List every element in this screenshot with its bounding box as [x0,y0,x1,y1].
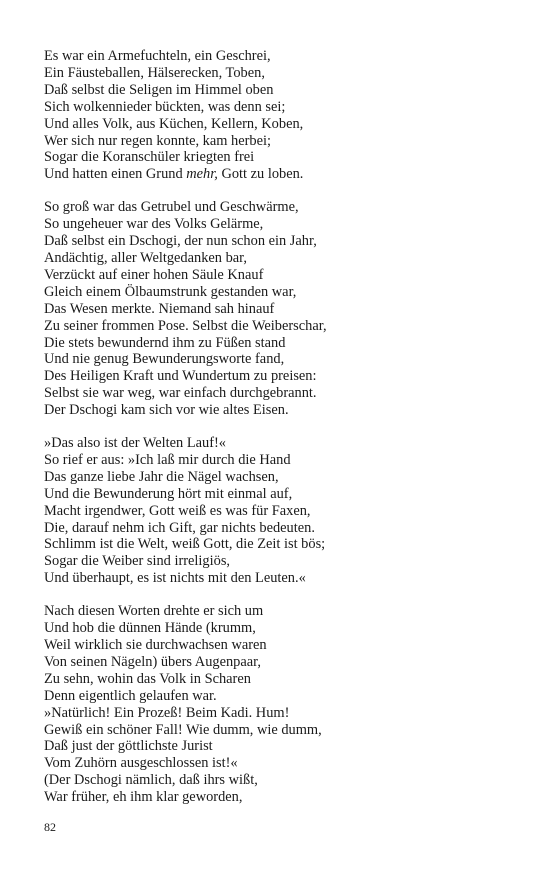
stanza-2 [44,199,514,419]
verse-text: Und hatten einen Grund [44,166,187,183]
verse-line-with-emphasis [44,166,514,183]
emphasized-word: mehr, [186,166,218,183]
verse-line: So rief er aus: »Ich laß mir durch die Hand [44,451,291,468]
verse-line: Andächtig, aller Weltgedanken bar, [44,249,247,266]
verse-line: Und überhaupt, es ist nichts mit den Leuten.« [44,570,306,587]
verse-line: Wer sich nur regen konnte, kam herbei; [44,132,272,149]
verse-line: Von seinen Nägeln) übers Augenpaar, [44,653,261,670]
verse-line: Gewiß ein schöner Fall! Wie dumm, wie dumm, [44,721,322,738]
page-number: 82 [44,820,56,834]
verse-line: Denn eigentlich gelaufen war. [44,687,217,704]
verse-line: Verzückt auf einer hohen Säule Knauf [44,266,264,283]
verse-line: Ein Fäusteballen, Hälserecken, Toben, [44,64,265,81]
verse-line: Sogar die Koranschüler kriegten frei [44,149,255,166]
verse-line: War früher, eh ihm klar geworden, [44,789,243,806]
verse-line: »Das also ist der Welten Lauf!« [44,435,227,452]
poem-text [44,48,514,822]
verse-line: »Natürlich! Ein Prozeß! Beim Kadi. Hum! [44,704,290,721]
verse-text: Gott zu loben. [217,166,304,183]
verse-line: Schlimm ist die Welt, weiß Gott, die Zeit ist bös; [44,536,326,553]
verse-line: Und die Bewunderung hört mit einmal auf, [44,485,293,502]
verse-line: Die, darauf nehm ich Gift, gar nichts bedeuten. [44,519,315,536]
verse-line: Daß just der göttlichste Jurist [44,738,213,755]
verse-line: Es war ein Armefuchteln, ein Geschrei, [44,48,271,64]
verse-line: Das Wesen merkte. Niemand sah hinauf [44,300,275,317]
verse-line: Daß selbst die Seligen im Himmel oben [44,81,274,98]
verse-line: Der Dschogi kam sich vor wie altes Eisen. [44,402,289,419]
stanza-4 [44,603,514,806]
verse-line: Das ganze liebe Jahr die Nägel wachsen, [44,468,279,485]
verse-line: So groß war das Getrubel und Geschwärme, [44,199,299,216]
stanza-3 [44,435,514,587]
verse-line: Nach diesen Worten drehte er sich um [44,603,264,620]
verse-line: Und alles Volk, aus Küchen, Kellern, Koben, [44,115,304,132]
verse-line: Sich wolkennieder bückten, was denn sei; [44,98,286,115]
verse-line: Gleich einem Ölbaumstrunk gestanden war, [44,283,297,300]
verse-line: Des Heiligen Kraft und Wundertum zu preisen: [44,368,317,385]
verse-line: Und nie genug Bewunderungsworte fand, [44,351,285,368]
verse-line: Macht irgendwer, Gott weiß es was für Faxen, [44,502,311,519]
verse-line: Zu seiner frommen Pose. Selbst die Weiberschar, [44,317,327,334]
verse-line: Selbst sie war weg, war einfach durchgebrannt. [44,385,317,402]
verse-line: Die stets bewundernd ihm zu Füßen stand [44,334,286,351]
verse-line: (Der Dschogi nämlich, daß ihrs wißt, [44,772,258,789]
verse-line: So ungeheuer war des Volks Gelärme, [44,216,264,233]
verse-line: Sogar die Weiber sind irreligiös, [44,553,231,570]
verse-line: Zu sehn, wohin das Volk in Scharen [44,670,251,687]
stanza-1 [44,48,514,183]
verse-line: Vom Zuhörn ausgeschlossen ist!« [44,755,238,772]
verse-line: Daß selbst ein Dschogi, der nun schon ein Jahr, [44,233,317,250]
verse-line: Und hob die dünnen Hände (krumm, [44,620,256,637]
verse-line: Weil wirklich sie durchwachsen waren [44,637,267,653]
